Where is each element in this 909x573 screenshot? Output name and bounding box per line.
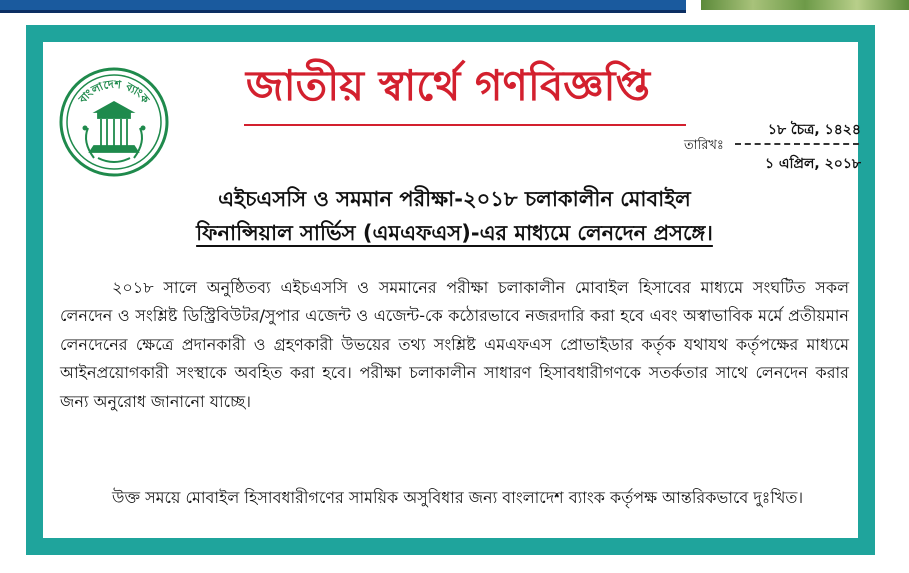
notice-subject bbox=[60, 182, 849, 250]
title-underline bbox=[244, 124, 686, 126]
top-banner-strip bbox=[0, 0, 686, 13]
top-image-strip bbox=[701, 0, 909, 10]
subject-line-2: ফিনান্সিয়াল সার্ভিস (এমএফএস)-এর মাধ্যমে লেনদেন প্রসঙ্গে। bbox=[196, 221, 713, 245]
date-label: তারিখঃ bbox=[684, 138, 724, 153]
date-gregorian-calendar: ১ এপ্রিল, ২০১৮ bbox=[764, 156, 861, 172]
date-bengali-calendar: ১৮ চৈত্র, ১৪২৪ bbox=[767, 122, 861, 138]
notice-paragraph-1: ২০১৮ সালে অনুষ্ঠিতব্য এইচএসসি ও সমমানের পরীক্ষা চলাকালীন মোবাইল হিসাবের মাধ্যমে সংঘটিত সকল লেনদেন ও সংশ্লিষ্ট ডিস্ট্রিবিউটর/সুপার এজেন্ট ও এজেন্ট-কে কঠোরভাবে নজরদারি করা হবে এবং অস্বাভাবিক মর্মে প্রতীয়মান লেনদেনের ক্ষেত্রে প্রদানকারী ও গ্রহণকারী উভয়ের তথ্য সংশ্লিষ্ট এমএফএস প্রোভাইডার কর্তৃক যথাযথ কর্তৃপক্ষের মাধ্যমে আইনপ্রয়োগকারী সংস্থাকে অবহিত করা হবে। পরীক্ষা চলাকালীন সাধারণ হিসাবধারীগণকে সতর্কতার সাথে লেনদেন করার জন্য অনুরোধ জানানো যাচ্ছে। bbox=[60, 278, 849, 411]
notice-paragraph-2: উক্ত সময়ে মোবাইল হিসাবধারীগণের সাময়িক অসুবিধার জন্য বাংলাদেশ ব্যাংক কর্তৃপক্ষ আন্তরিকভাবে দুঃখিত। bbox=[112, 488, 804, 507]
subject-line-1: এইচএসসি ও সমমান পরীক্ষা-২০১৮ চলাকালীন মোবাইল bbox=[218, 187, 691, 211]
notice-title: জাতীয় স্বার্থে গণবিজ্ঞপ্তি bbox=[245, 61, 651, 110]
date-divider bbox=[735, 143, 859, 145]
bangladesh-bank-logo bbox=[58, 66, 170, 178]
logo-text: বাংলাদেশ ব্যাংক bbox=[76, 77, 152, 106]
